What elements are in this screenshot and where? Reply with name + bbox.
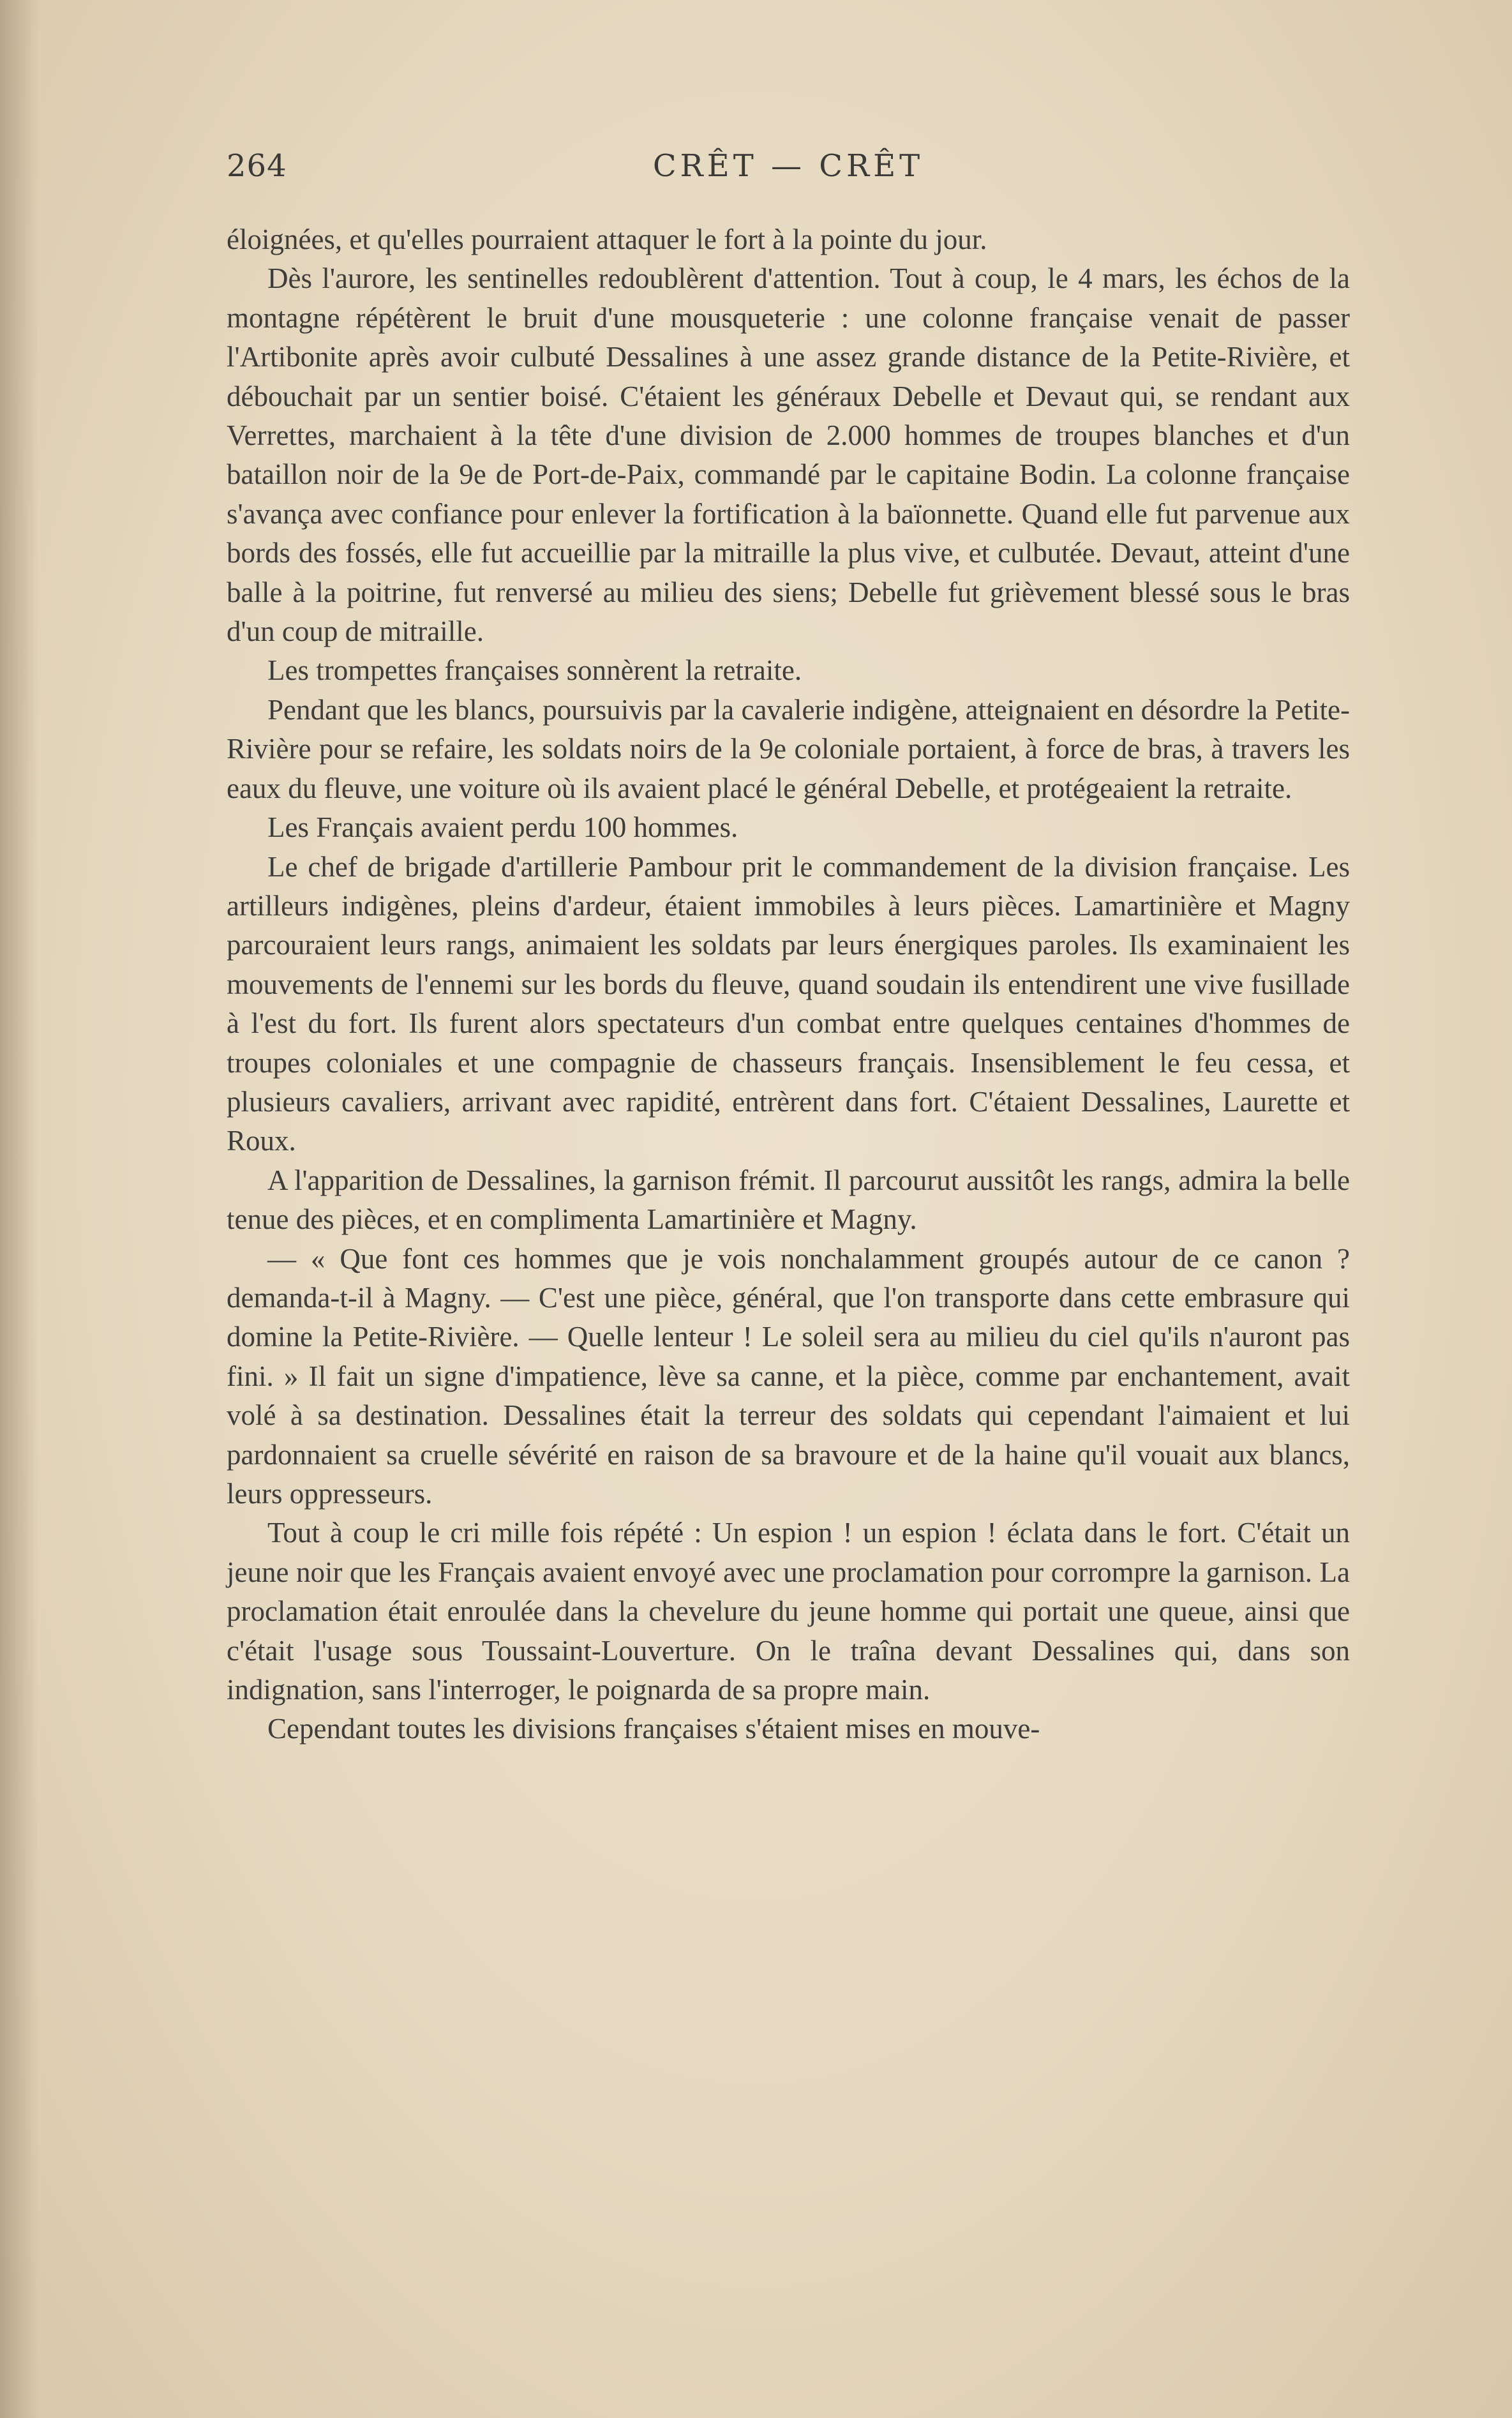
running-head: CRÊT — CRÊT [652,148,924,184]
paragraph-continued: éloignées, et qu'elles pourraient attaquer le fort à la pointe du jour. [227,223,987,255]
page-header [227,148,1350,199]
paragraph: Les Français avaient perdu 100 hommes. [267,811,738,844]
paragraph: Le chef de brigade d'artillerie Pambour prit le commandement de la division française. Les artilleurs indigènes, pleins d'ardeur, étaient immobiles à leurs pièces. Lamartinière et Magny parcouraient leurs rangs, animaient les soldats par leurs énergiques paroles. Ils examinaient les mouvements de l'ennemi sur les bords du fleuve, quand soudain ils entendirent une vive fusillade à l'est du fort. Ils furent alors spectateurs d'un combat entre quelques centaines d'hommes de troupes coloniales et une compagnie de chasseurs français. Insensiblement le feu cessa, et plusieurs cavaliers, arrivant avec rapidité, entrèrent dans fort. C'étaient Dessalines, Laurette et Roux. [227,850,1350,1157]
body-text [227,220,1350,1749]
paragraph: Tout à coup le cri mille fois répété : Un espion ! un espion ! éclata dans le fort. C'était un jeune noir que les Français avaient envoyé avec une proclamation pour corrompre la garnison. La proclamation était enroulée dans la chevelure du jeune homme qui portait une queue, ainsi que c'était l'usage sous Toussaint-Louverture. On le traîna devant Dessalines qui, dans son indignation, sans l'interroger, le poignarda de sa propre main. [227,1517,1350,1706]
paragraph-last: Cependant toutes les divisions françaises s'étaient mises en mouve- [267,1713,1040,1745]
paragraph: A l'apparition de Dessalines, la garnison frémit. Il parcourut aussitôt les rangs, admira la belle tenue des pièces, et en complimenta Lamartinière et Magny. [227,1164,1350,1236]
paragraph: Les trompettes françaises sonnèrent la retraite. [267,654,802,687]
page-edge-shadow [0,0,38,2418]
paragraph: Pendant que les blancs, poursuivis par la cavalerie indigène, atteignaient en désordre la Petite-Rivière pour se refaire, les soldats noirs de la 9e coloniale portaient, à force de bras, à travers les eaux du fleuve, une voiture où ils avaient placé le général Debelle, et protégeaient la retraite. [227,693,1350,804]
page-number: 264 [227,148,287,184]
paragraph: Dès l'aurore, les sentinelles redoublèrent d'attention. Tout à coup, le 4 mars, les échos de la montagne répétèrent le bruit d'une mousqueterie : une colonne française venait de passer l'Artibonite après avoir culbuté Dessalines à une assez grande distance de la Petite-Rivière, et débouchait par un sentier boisé. C'étaient les généraux Debelle et Devaut qui, se rendant aux Verrettes, marchaient à la tête d'une division de 2.000 hommes de troupes blanches et d'un bataillon noir de la 9e de Port-de-Paix, commandé par le capitaine Bodin. La colonne française s'avança avec confiance pour enlever la fortification à la baïonnette. Quand elle fut parvenue aux bords des fossés, elle fut accueillie par la mitraille la plus vive, et culbutée. Devaut, atteint d'une balle à la poitrine, fut renversé au milieu des siens; Debelle fut grièvement blessé sous le bras d'un coup de mitraille. [227,262,1350,648]
paragraph-dialogue: — « Que font ces hommes que je vois nonchalamment groupés autour de ce canon ? demanda-t-il à Magny. — C'est une pièce, général, que l'on transporte dans cette embrasure qui domine la Petite-Rivière. — Quelle lenteur ! Le soleil sera au milieu du ciel qu'ils n'auront pas fini. » Il fait un signe d'impatience, lève sa canne, et la pièce, comme par enchantement, avait volé à sa destination. Dessalines était la terreur des soldats qui cependant l'aimaient et lui pardonnaient sa cruelle sévérité en raison de sa bravoure et de la haine qu'il vouait aux blancs, leurs oppresseurs. [227,1242,1350,1510]
